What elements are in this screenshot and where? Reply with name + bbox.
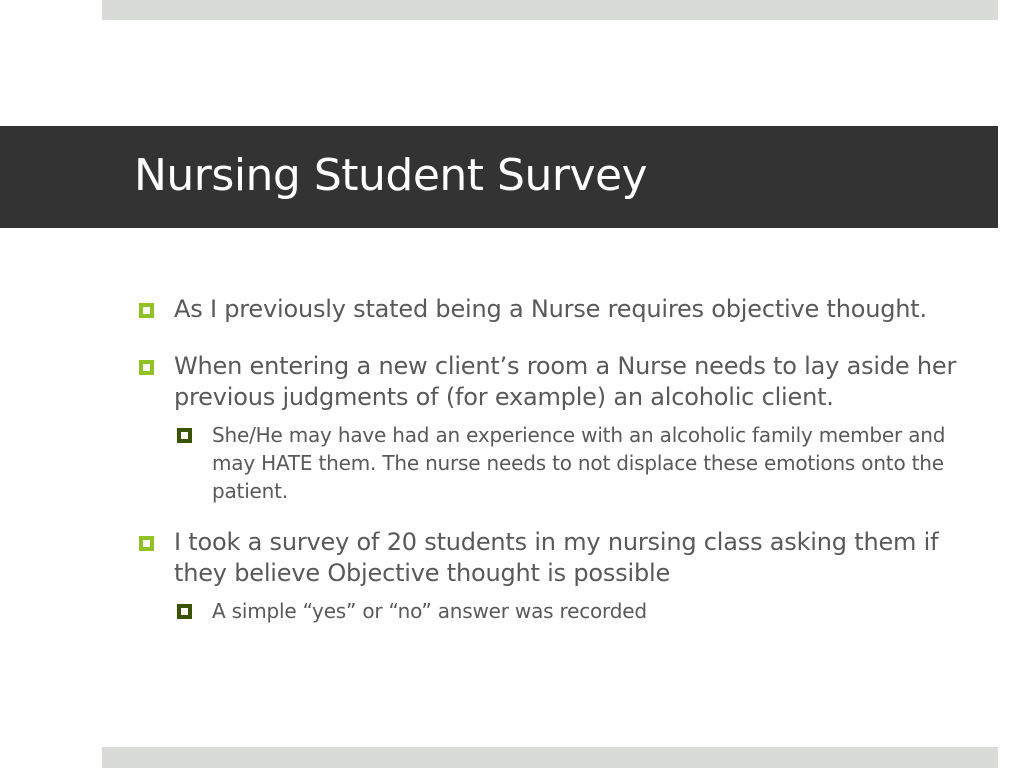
sub-bullet-item (134, 597, 968, 625)
bullet-text: I took a survey of 20 students in my nursing class asking them if they believe Objective thought is possible (174, 528, 939, 587)
sub-bullet-text: She/He may have had an experience with an alcoholic family member and may HATE them. The nurse needs to not displace these emotions onto the patient. (212, 423, 946, 503)
bullet-text: As I previously stated being a Nurse requires objective thought. (174, 295, 927, 323)
square-bullet-icon (177, 604, 192, 619)
slide-title: Nursing Student Survey (134, 150, 648, 201)
square-bullet-icon (139, 536, 154, 551)
bullet-text: When entering a new client’s room a Nurse needs to lay aside her previous judgments of (for example) an alcoholic client. (174, 352, 957, 411)
square-bullet-icon (139, 303, 154, 318)
bullet-item (134, 527, 968, 589)
sub-bullet-item (134, 421, 968, 505)
slide-body (134, 294, 968, 625)
bullet-item (134, 294, 968, 325)
top-accent-band (102, 0, 998, 20)
bottom-accent-band (102, 747, 998, 768)
bullet-item (134, 351, 968, 413)
square-bullet-icon (139, 360, 154, 375)
sub-bullet-text: A simple “yes” or “no” answer was recorded (212, 599, 647, 623)
square-bullet-icon (177, 428, 192, 443)
